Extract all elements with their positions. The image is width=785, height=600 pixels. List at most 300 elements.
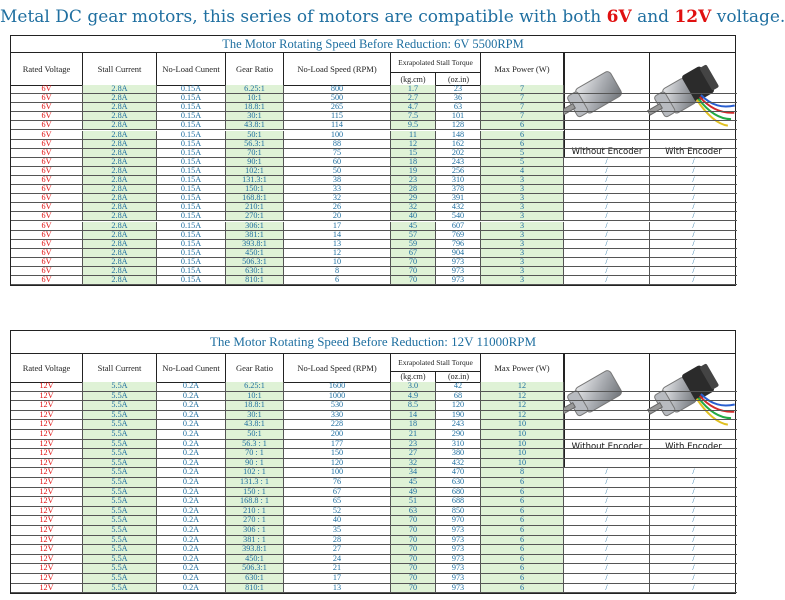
stall-current: 2.8A [83,149,157,157]
gear-ratio: 10:1 [226,392,284,401]
rated-voltage: 6V [11,249,83,257]
stall-torque-ozin: 256 [436,167,481,175]
noload-speed: 500 [284,94,391,102]
with-encoder-slash: / [692,266,695,275]
rated-voltage: 6V [11,158,83,166]
noload-speed: 114 [284,121,391,129]
noload-speed: 27 [284,545,391,554]
max-power: 3 [481,222,564,230]
rated-voltage: 12V [11,401,83,410]
max-power: 3 [481,276,564,284]
rated-voltage: 12V [11,420,83,429]
stall-torque-ozin: 470 [436,468,481,477]
with-encoder-slash: / [692,184,695,194]
noload-current: 0.2A [157,478,226,487]
gear-ratio: 18.8:1 [226,103,284,111]
header-noload-speed: No-Load Speed (RPM) [284,53,391,85]
stall-torque-kgcm: 3.0 [391,382,436,391]
rated-voltage: 6V [11,94,83,102]
noload-current: 0.2A [157,420,226,429]
stall-torque-ozin: 290 [436,430,481,439]
noload-speed: 228 [284,420,391,429]
noload-speed: 265 [284,103,391,111]
with-encoder-slash: / [692,477,695,486]
stall-torque-kgcm: 14 [391,411,436,420]
stall-torque-ozin: 970 [436,516,481,525]
noload-speed: 115 [284,112,391,120]
max-power: 3 [481,203,564,211]
noload-current: 0.15A [157,240,226,248]
stall-torque-kgcm: 1.7 [391,85,436,93]
rated-voltage: 12V [11,392,83,401]
stall-torque-kgcm: 27 [391,449,436,458]
stall-current: 5.5A [83,430,157,439]
stall-current: 2.8A [83,131,157,139]
rated-voltage: 12V [11,488,83,497]
gear-ratio: 450:1 [226,555,284,564]
without-encoder-slash: / [564,545,650,554]
gear-ratio: 131.3 : 1 [226,478,284,487]
stall-torque-kgcm: 70 [391,516,436,525]
noload-speed: 330 [284,411,391,420]
stall-current: 2.8A [83,276,157,284]
stall-current: 5.5A [83,564,157,573]
stall-torque-ozin: 973 [436,564,481,573]
with-encoder-slash: / [692,553,695,563]
rated-voltage: 12V [11,507,83,516]
without-encoder-slash: / [564,258,650,266]
max-power: 6 [481,121,564,129]
stall-torque-ozin: 973 [436,526,481,535]
max-power: 6 [481,555,564,564]
stall-torque-ozin: 973 [436,555,481,564]
noload-current: 0.2A [157,526,226,535]
stall-current: 2.8A [83,185,157,193]
stall-torque-kgcm: 51 [391,497,436,506]
stall-torque-kgcm: 11 [391,131,436,139]
rated-voltage: 6V [11,258,83,266]
stall-current: 5.5A [83,584,157,593]
with-encoder-slash: / [692,175,695,184]
without-encoder-slash: / [564,203,650,211]
noload-speed: 50 [284,167,391,175]
stall-torque-ozin: 432 [436,203,481,211]
max-power: 10 [481,430,564,439]
label-with-encoder: With Encoder [665,442,722,452]
max-power: 6 [481,564,564,573]
max-power: 3 [481,267,564,275]
rated-voltage: 6V [11,121,83,129]
noload-current: 0.15A [157,203,226,211]
without-encoder-slash: / [564,167,650,175]
noload-speed: 177 [284,440,391,449]
stall-torque-kgcm: 63 [391,507,436,516]
noload-speed: 26 [284,203,391,211]
rated-voltage: 6V [11,194,83,202]
stall-torque-kgcm: 70 [391,267,436,275]
stall-current: 2.8A [83,222,157,230]
stall-torque-kgcm: 9.5 [391,121,436,129]
stall-torque-ozin: 380 [436,449,481,458]
with-encoder-slash: / [692,582,695,592]
with-encoder-slash: / [692,193,695,203]
stall-current: 5.5A [83,382,157,391]
max-power: 3 [481,231,564,239]
noload-speed: 12 [284,249,391,257]
max-power: 6 [481,516,564,525]
rated-voltage: 12V [11,430,83,439]
noload-speed: 21 [284,564,391,573]
without-encoder-slash: / [564,240,650,248]
without-encoder-slash: / [564,488,650,497]
rated-voltage: 6V [11,176,83,184]
gear-ratio: 381 : 1 [226,536,284,545]
noload-current: 0.2A [157,516,226,525]
stall-torque-kgcm: 4.9 [391,392,436,401]
noload-current: 0.2A [157,440,226,449]
stall-current: 5.5A [83,459,157,468]
noload-speed: 200 [284,430,391,439]
without-encoder-slash: / [564,507,650,516]
with-encoder-slash: / [692,467,695,477]
rated-voltage: 6V [11,112,83,120]
gear-ratio: 393.8:1 [226,545,284,554]
with-encoder-slash: / [692,156,695,166]
rated-voltage: 6V [11,240,83,248]
stall-torque-kgcm: 15 [391,149,436,157]
stall-torque-ozin: 310 [436,176,481,184]
rated-voltage: 6V [11,267,83,275]
stall-torque-ozin: 680 [436,488,481,497]
stall-torque-ozin: 148 [436,131,481,139]
headline-text-start: Metal DC gear motors, this series of motors are compatible with both [0,7,607,27]
rated-voltage: 12V [11,526,83,535]
stall-torque-ozin: 973 [436,536,481,545]
noload-current: 0.15A [157,131,226,139]
rated-voltage: 6V [11,103,83,111]
with-encoder-slash: / [692,256,695,266]
with-encoder-slash: / [692,515,695,525]
stall-current: 2.8A [83,249,157,257]
stall-torque-kgcm: 18 [391,158,436,166]
header-torque-kgcm: (kg.cm) [391,371,436,382]
rated-voltage: 6V [11,203,83,211]
gear-ratio: 381:1 [226,231,284,239]
noload-current: 0.2A [157,584,226,593]
with-encoder-slash: / [692,211,695,221]
noload-speed: 800 [284,85,391,93]
noload-current: 0.15A [157,212,226,220]
max-power: 8 [481,468,564,477]
header-torque-kgcm: (kg.cm) [391,72,436,85]
header-stall-torque [391,53,481,85]
without-encoder-slash: / [564,478,650,487]
header-stall-current: Stall Current [83,354,157,382]
stall-current: 5.5A [83,478,157,487]
stall-current: 5.5A [83,468,157,477]
noload-speed: 120 [284,459,391,468]
stall-torque-ozin: 973 [436,574,481,583]
header-gear-ratio: Gear Ratio [226,354,284,382]
noload-current: 0.2A [157,497,226,506]
noload-speed: 33 [284,185,391,193]
gear-ratio: 168.8:1 [226,194,284,202]
max-power: 3 [481,185,564,193]
stall-current: 5.5A [83,516,157,525]
max-power: 5 [481,158,564,166]
max-power: 10 [481,440,564,449]
rated-voltage: 6V [11,85,83,93]
rated-voltage: 6V [11,149,83,157]
stall-current: 5.5A [83,507,157,516]
gear-ratio: 506.3:1 [226,564,284,573]
rated-voltage: 12V [11,564,83,573]
rated-voltage: 6V [11,131,83,139]
noload-current: 0.15A [157,167,226,175]
header-gear-ratio: Gear Ratio [226,53,284,85]
gear-ratio: 70:1 [226,149,284,157]
noload-current: 0.2A [157,545,226,554]
without-encoder-slash: / [564,555,650,564]
stall-current: 2.8A [83,103,157,111]
page-headline [0,7,785,27]
stall-torque-kgcm: 21 [391,430,436,439]
stall-current: 5.5A [83,401,157,410]
gear-ratio: 56.3 : 1 [226,440,284,449]
with-encoder-slash: / [692,573,695,582]
stall-current: 2.8A [83,167,157,175]
gear-ratio: 810:1 [226,276,284,284]
noload-current: 0.15A [157,194,226,202]
stall-torque-kgcm: 70 [391,574,436,583]
gear-ratio: 810:1 [226,584,284,593]
rated-voltage: 6V [11,185,83,193]
stall-torque-ozin: 904 [436,249,481,257]
stall-torque-ozin: 128 [436,121,481,129]
stall-torque-kgcm: 40 [391,212,436,220]
stall-current: 2.8A [83,240,157,248]
noload-current: 0.2A [157,449,226,458]
stall-torque-ozin: 630 [436,478,481,487]
max-power: 7 [481,94,564,102]
stall-torque-kgcm: 70 [391,584,436,593]
max-power: 10 [481,420,564,429]
stall-torque-ozin: 769 [436,231,481,239]
max-power: 6 [481,526,564,535]
noload-speed: 6 [284,276,391,284]
rated-voltage: 12V [11,574,83,583]
stall-current: 5.5A [83,574,157,583]
stall-torque-kgcm: 59 [391,240,436,248]
noload-speed: 67 [284,488,391,497]
stall-torque-ozin: 23 [436,85,481,93]
gear-ratio: 630:1 [226,574,284,583]
header-rated-voltage: Rated Voltage [11,354,83,382]
noload-current: 0.2A [157,488,226,497]
noload-speed: 14 [284,231,391,239]
stall-torque-ozin: 243 [436,158,481,166]
without-encoder-slash: / [564,276,650,284]
stall-current: 2.8A [83,194,157,202]
with-encoder-slash: / [692,247,695,257]
max-power: 6 [481,488,564,497]
rated-voltage: 12V [11,459,83,468]
header-stall-current: Stall Current [83,53,157,85]
table-row [11,276,737,285]
noload-speed: 100 [284,468,391,477]
max-power: 3 [481,258,564,266]
noload-current: 0.2A [157,564,226,573]
max-power: 7 [481,85,564,93]
stall-torque-kgcm: 70 [391,526,436,535]
stall-current: 2.8A [83,176,157,184]
header-noload-speed: No-Load Speed (RPM) [284,354,391,382]
gear-ratio: 50:1 [226,430,284,439]
stall-torque-kgcm: 45 [391,222,436,230]
rated-voltage: 12V [11,516,83,525]
without-encoder-slash: / [564,497,650,506]
stall-torque-kgcm: 32 [391,203,436,211]
stall-torque-ozin: 120 [436,401,481,410]
stall-current: 2.8A [83,158,157,166]
stall-torque-ozin: 432 [436,459,481,468]
rated-voltage: 6V [11,167,83,175]
gear-ratio: 630:1 [226,267,284,275]
without-encoder-slash: / [564,468,650,477]
noload-speed: 530 [284,401,391,410]
stall-current: 2.8A [83,85,157,93]
stall-torque-ozin: 973 [436,258,481,266]
stall-current: 2.8A [83,212,157,220]
noload-current: 0.2A [157,459,226,468]
with-encoder-slash: / [692,525,695,534]
max-power: 6 [481,497,564,506]
headline-6v: 6V [606,7,632,27]
header-rated-voltage: Rated Voltage [11,53,83,85]
max-power: 4 [481,167,564,175]
table-title: The Motor Rotating Speed Before Reduction: 6V 5500RPM [11,36,735,53]
noload-speed: 75 [284,149,391,157]
noload-speed: 38 [284,176,391,184]
gear-ratio: 102 : 1 [226,468,284,477]
stall-torque-kgcm: 28 [391,185,436,193]
stall-current: 2.8A [83,94,157,102]
stall-current: 5.5A [83,411,157,420]
gear-ratio: 10:1 [226,94,284,102]
stall-current: 5.5A [83,536,157,545]
stall-torque-kgcm: 70 [391,536,436,545]
rated-voltage: 6V [11,276,83,284]
label-with-encoder: With Encoder [665,147,722,157]
stall-torque-kgcm: 19 [391,167,436,175]
spec-table-6v [10,35,736,286]
stall-torque-kgcm: 57 [391,231,436,239]
without-encoder-slash: / [564,212,650,220]
noload-current: 0.2A [157,536,226,545]
max-power: 3 [481,249,564,257]
stall-torque-ozin: 101 [436,112,481,120]
gear-ratio: 50:1 [226,131,284,139]
noload-current: 0.15A [157,103,226,111]
noload-speed: 28 [284,536,391,545]
noload-current: 0.15A [157,267,226,275]
noload-speed: 35 [284,526,391,535]
noload-speed: 40 [284,516,391,525]
stall-torque-ozin: 378 [436,185,481,193]
gear-ratio: 30:1 [226,112,284,120]
with-encoder-slash: / [692,563,695,573]
noload-speed: 76 [284,478,391,487]
max-power: 6 [481,507,564,516]
stall-current: 2.8A [83,231,157,239]
noload-speed: 24 [284,555,391,564]
table-grid [11,53,735,285]
stall-torque-ozin: 310 [436,440,481,449]
stall-current: 2.8A [83,140,157,148]
stall-torque-kgcm: 4.7 [391,103,436,111]
stall-torque-kgcm: 7.5 [391,112,436,120]
without-encoder-slash: / [564,194,650,202]
stall-torque-kgcm: 23 [391,440,436,449]
stall-torque-kgcm: 67 [391,249,436,257]
gear-ratio: 30:1 [226,411,284,420]
stall-torque-ozin: 68 [436,392,481,401]
with-encoder-slash: / [692,202,695,212]
gear-ratio: 168.8 : 1 [226,497,284,506]
gear-ratio: 306 : 1 [226,526,284,535]
noload-current: 0.2A [157,574,226,583]
stall-torque-kgcm: 23 [391,176,436,184]
noload-current: 0.2A [157,382,226,391]
max-power: 5 [481,149,564,157]
without-encoder-slash: / [564,158,650,166]
stall-torque-ozin: 162 [436,140,481,148]
noload-speed: 17 [284,574,391,583]
max-power: 10 [481,459,564,468]
stall-torque-ozin: 973 [436,267,481,275]
noload-current: 0.15A [157,85,226,93]
stall-current: 5.5A [83,420,157,429]
stall-torque-ozin: 63 [436,103,481,111]
stall-torque-ozin: 973 [436,584,481,593]
max-power: 7 [481,112,564,120]
noload-current: 0.15A [157,222,226,230]
stall-torque-ozin: 202 [436,149,481,157]
rated-voltage: 12V [11,411,83,420]
noload-current: 0.15A [157,231,226,239]
without-encoder-slash: / [564,231,650,239]
gear-ratio: 270 : 1 [226,516,284,525]
without-encoder-slash: / [564,574,650,583]
gear-ratio: 131.3:1 [226,176,284,184]
noload-current: 0.2A [157,411,226,420]
gear-ratio: 70 : 1 [226,449,284,458]
noload-speed: 20 [284,212,391,220]
header-noload-current: No-Load Cunent [157,354,226,382]
max-power: 10 [481,449,564,458]
stall-torque-ozin: 540 [436,212,481,220]
table-grid [11,354,735,593]
gear-ratio: 6.25:1 [226,382,284,391]
max-power: 12 [481,392,564,401]
gear-ratio: 450:1 [226,249,284,257]
gear-ratio: 210 : 1 [226,507,284,516]
stall-torque-kgcm: 29 [391,194,436,202]
with-encoder-slash: / [692,486,695,496]
header-torque-ozin: (oz.in) [436,72,481,85]
with-encoder-slash: / [692,238,695,248]
noload-speed: 17 [284,222,391,230]
